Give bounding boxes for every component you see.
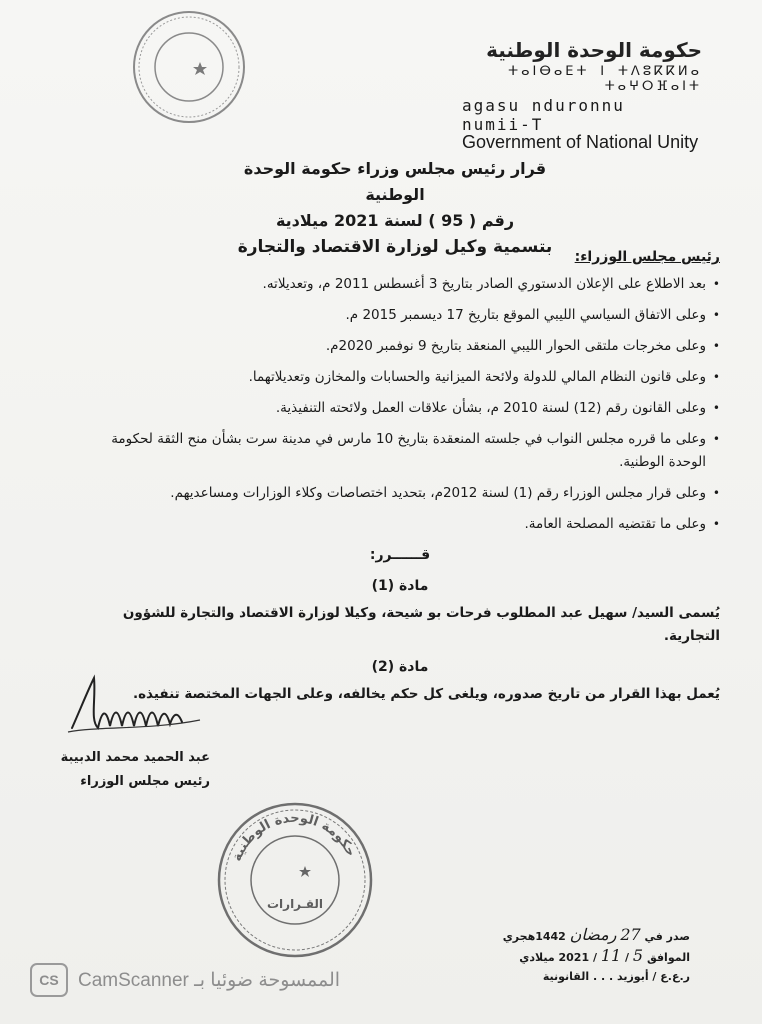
gregorian-date-row: الموافق 5 / 11 / 2021 ميلادي — [519, 946, 690, 965]
title-line-2: رقم ( 95 ) لسنة 2021 ميلادية — [275, 211, 515, 230]
stamp-center-text: القـرارات — [266, 897, 324, 911]
hijri-date-row — [430, 925, 690, 946]
recital-item: • وعلى قرار مجلس الوزراء رقم (1) لسنة 2012م، بتحديد اختصاصات وكلاء الوزارات ومساعديهم. — [80, 482, 720, 505]
recital-item: • وعلى ما قرره مجلس النواب في جلسته المنعقدة بتاريخ 10 مارس في مدينة سرت بشأن منح الثقة لحكومة الوحدة الوطنية. — [80, 428, 720, 474]
title-line-3: بتسمية وكيل لوزارة الاقتصاد والتجارة — [237, 237, 553, 257]
article-1-heading: مادة (1) — [371, 578, 429, 594]
gov-name-english: Government of National Unity — [462, 132, 699, 152]
corr-day: 5 — [632, 946, 644, 965]
camscanner-text: CamScanner الممسوحة ضوئيا بـ — [78, 969, 341, 991]
preamble: رئيس مجلس الوزراء: — [574, 249, 720, 265]
article-2-text: يُعمل بهذا القرار من تاريخ صدوره، ويلغى كل حكم يخالفه، وعلى الجهات المختصة تنفيذه. — [132, 686, 720, 702]
signatory-block — [40, 746, 210, 794]
recitals-list — [80, 273, 720, 536]
issued-label: صدر في — [644, 930, 690, 943]
recital-item: • وعلى ما تقتضيه المصلحة العامة. — [80, 513, 720, 536]
handwritten-signature — [60, 670, 230, 740]
signatory-title: رئيس مجلس الوزراء — [80, 774, 210, 789]
corresponding-label: الموافق — [646, 951, 690, 964]
article-1-text: يُسمى السيد/ سهيل عبد المطلوب فرحات بو شيحة، وكيلا لوزارة الاقتصاد والتجارة للشؤون التجارية. — [122, 605, 720, 644]
stamp-ring-text: حكومة الوحدة الوطنية — [229, 810, 359, 864]
signatory-name: عبد الحميد محمد الدبيبة — [60, 750, 210, 765]
article-2-heading: مادة (2) — [371, 659, 429, 675]
corr-month: 11 — [600, 946, 622, 965]
issued-day: 27 — [620, 925, 641, 944]
recital-item: • وعلى مخرجات ملتقى الحوار الليبي المنعقد بتاريخ 9 نوفمبر 2020م. — [80, 335, 720, 358]
decisions-stamp — [215, 800, 375, 960]
government-seal-top — [130, 8, 248, 126]
government-letterhead — [432, 38, 702, 153]
recital-item: • وعلى القانون رقم (12) لسنة 2010 م، بشأن علاقات العمل ولائحته التنفيذية. — [80, 397, 720, 420]
recital-item: • وعلى قانون النظام المالي للدولة ولائحة الميزانية والحسابات والمخازن وتعديلاتهما. — [80, 366, 720, 389]
camscanner-watermark — [30, 962, 450, 998]
gov-name-amazigh-latin: agasu nduronnu numii-T — [462, 96, 625, 134]
issued-month: رمضان — [569, 925, 617, 944]
gov-name-arabic: حكومة الوحدة الوطنية — [486, 38, 702, 62]
gov-name-tifinagh: ⵜⴰⵏⴱⴰⴹⵜ ⵏ ⵜⴷⵓⴽⴽⵍⴰ ⵜⴰⵖⵔⴼⴰⵏⵜ — [508, 64, 702, 94]
camscanner-logo-icon: CS — [30, 963, 68, 997]
recital-item: • وعلى الاتفاق السياسي الليبي الموقع بتاريخ 17 ديسمبر 2015 م. — [80, 304, 720, 327]
reference-row: ر.ع.ع / أبوزيد . . . القانونية — [542, 970, 690, 983]
decree-title — [230, 156, 560, 260]
issue-date-block — [430, 925, 690, 986]
corr-year: 2021 ميلادي — [519, 951, 590, 964]
issued-year: 1442هجري — [502, 930, 566, 943]
recital-item: • بعد الاطلاع على الإعلان الدستوري الصادر بتاريخ 3 أغسطس 2011 م، وتعديلاته. — [80, 273, 720, 296]
decree-body — [80, 246, 720, 710]
title-line-1: قرار رئيس مجلس وزراء حكومة الوحدة الوطنية — [243, 159, 547, 204]
decree-heading: قــــــرر: — [369, 547, 431, 563]
